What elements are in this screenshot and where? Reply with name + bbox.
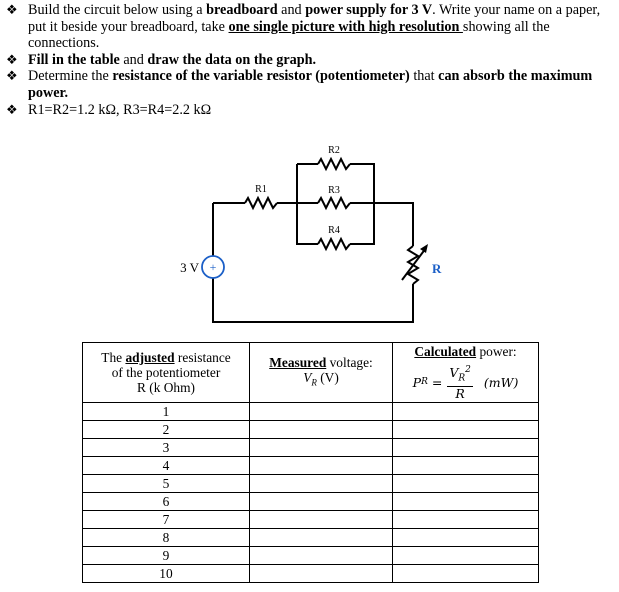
resistor-r4-zigzag xyxy=(318,239,350,249)
text: R xyxy=(458,373,466,384)
resistance-cell: 8 xyxy=(83,529,250,547)
r3-label: R3 xyxy=(328,185,340,196)
table-row xyxy=(83,439,539,457)
text: = xyxy=(431,374,443,390)
resistance-cell: 10 xyxy=(83,565,250,583)
resistor-r3-zigzag xyxy=(318,198,350,208)
text: (V) xyxy=(316,369,339,385)
voltage-cell[interactable] xyxy=(250,565,393,583)
text: adjusted xyxy=(125,350,175,365)
table-row xyxy=(83,493,539,511)
text: R xyxy=(455,385,465,401)
text: showing all the connections. xyxy=(28,18,550,52)
source-label: 3 V xyxy=(180,260,199,275)
power-cell[interactable] xyxy=(393,565,539,583)
voltage-cell[interactable] xyxy=(250,403,393,421)
voltage-cell[interactable] xyxy=(250,475,393,493)
text: V xyxy=(449,365,459,381)
text: R1=R2=1.2 kΩ, R3=R4=2.2 kΩ xyxy=(28,101,212,118)
text: P xyxy=(412,374,422,390)
voltage-cell[interactable] xyxy=(250,439,393,457)
power-cell[interactable] xyxy=(393,547,539,565)
power-cell[interactable] xyxy=(393,457,539,475)
power-cell[interactable] xyxy=(393,403,539,421)
text: R (k Ohm) xyxy=(136,380,196,395)
text: and xyxy=(277,2,306,18)
voltage-cell[interactable] xyxy=(250,511,393,529)
text: V xyxy=(303,369,312,385)
text: Fill in the table xyxy=(28,51,120,68)
wire xyxy=(213,203,413,322)
table-row xyxy=(83,529,539,547)
resistance-cell: 3 xyxy=(83,439,250,457)
text: Measured xyxy=(269,354,327,370)
text: Build the circuit below using a xyxy=(28,2,207,18)
resistor-r1-zigzag xyxy=(245,198,277,208)
power-cell[interactable] xyxy=(393,511,539,529)
resistance-cell: 1 xyxy=(83,403,250,421)
table-row xyxy=(83,403,539,421)
data-table xyxy=(82,342,539,583)
header-resistance xyxy=(83,343,250,403)
text: R xyxy=(311,377,317,388)
diamond-bullet-icon: ❖ xyxy=(6,101,18,117)
fraction xyxy=(447,363,473,401)
resistance-cell: 6 xyxy=(83,493,250,511)
table-row xyxy=(83,511,539,529)
power-cell[interactable] xyxy=(393,475,539,493)
resistance-cell: 9 xyxy=(83,547,250,565)
text: voltage: xyxy=(326,354,373,370)
arrowhead-icon xyxy=(420,244,428,253)
text: 2 xyxy=(465,365,471,376)
power-cell[interactable] xyxy=(393,493,539,511)
resistance-cell: 7 xyxy=(83,511,250,529)
text: . Write your name on a paper, put it beside your breadboard, take xyxy=(28,2,601,35)
voltage-cell[interactable] xyxy=(250,547,393,565)
power-cell[interactable] xyxy=(393,529,539,547)
text: (mW) xyxy=(483,374,519,390)
resistance-cell: 4 xyxy=(83,457,250,475)
table-row xyxy=(83,565,539,583)
text: and xyxy=(119,51,148,68)
text: resistance xyxy=(174,350,231,365)
text: resistance of the variable resistor (potentiometer) xyxy=(112,68,410,85)
power-cell[interactable] xyxy=(393,439,539,457)
power-formula xyxy=(413,363,519,401)
text: draw the data on the graph. xyxy=(147,51,317,68)
text: power: xyxy=(476,344,517,360)
text: one single picture with high resolution xyxy=(228,18,463,35)
diamond-bullet-icon: ❖ xyxy=(6,2,18,17)
variable-resistor-label: R xyxy=(432,261,442,276)
text: R xyxy=(421,376,428,387)
r2-label: R2 xyxy=(328,145,340,156)
r4-label: R4 xyxy=(328,225,340,236)
diamond-bullet-icon: ❖ xyxy=(6,68,18,84)
r1-label: R1 xyxy=(255,184,267,195)
resistor-r2-zigzag xyxy=(318,159,350,169)
text: that xyxy=(409,68,439,85)
resistance-cell: 5 xyxy=(83,475,250,493)
table-row xyxy=(83,475,539,493)
header-voltage xyxy=(250,343,393,403)
table-row xyxy=(83,421,539,439)
text: breadboard xyxy=(206,2,278,18)
text: The xyxy=(101,350,126,365)
resistance-cell: 2 xyxy=(83,421,250,439)
source-plus-sign: + xyxy=(209,260,217,274)
text: power supply for 3 V xyxy=(305,2,433,18)
table-row xyxy=(83,457,539,475)
table-row xyxy=(83,547,539,565)
text: of the potentiometer xyxy=(111,365,221,380)
power-cell[interactable] xyxy=(393,421,539,439)
diamond-bullet-icon: ❖ xyxy=(6,51,18,67)
text: Calculated xyxy=(414,344,477,360)
voltage-cell[interactable] xyxy=(250,493,393,511)
voltage-cell[interactable] xyxy=(250,421,393,439)
voltage-cell[interactable] xyxy=(250,529,393,547)
text: Determine the xyxy=(28,68,113,85)
voltage-cell[interactable] xyxy=(250,457,393,475)
header-power xyxy=(393,343,539,403)
text: can absorb the maximum power. xyxy=(28,68,593,101)
